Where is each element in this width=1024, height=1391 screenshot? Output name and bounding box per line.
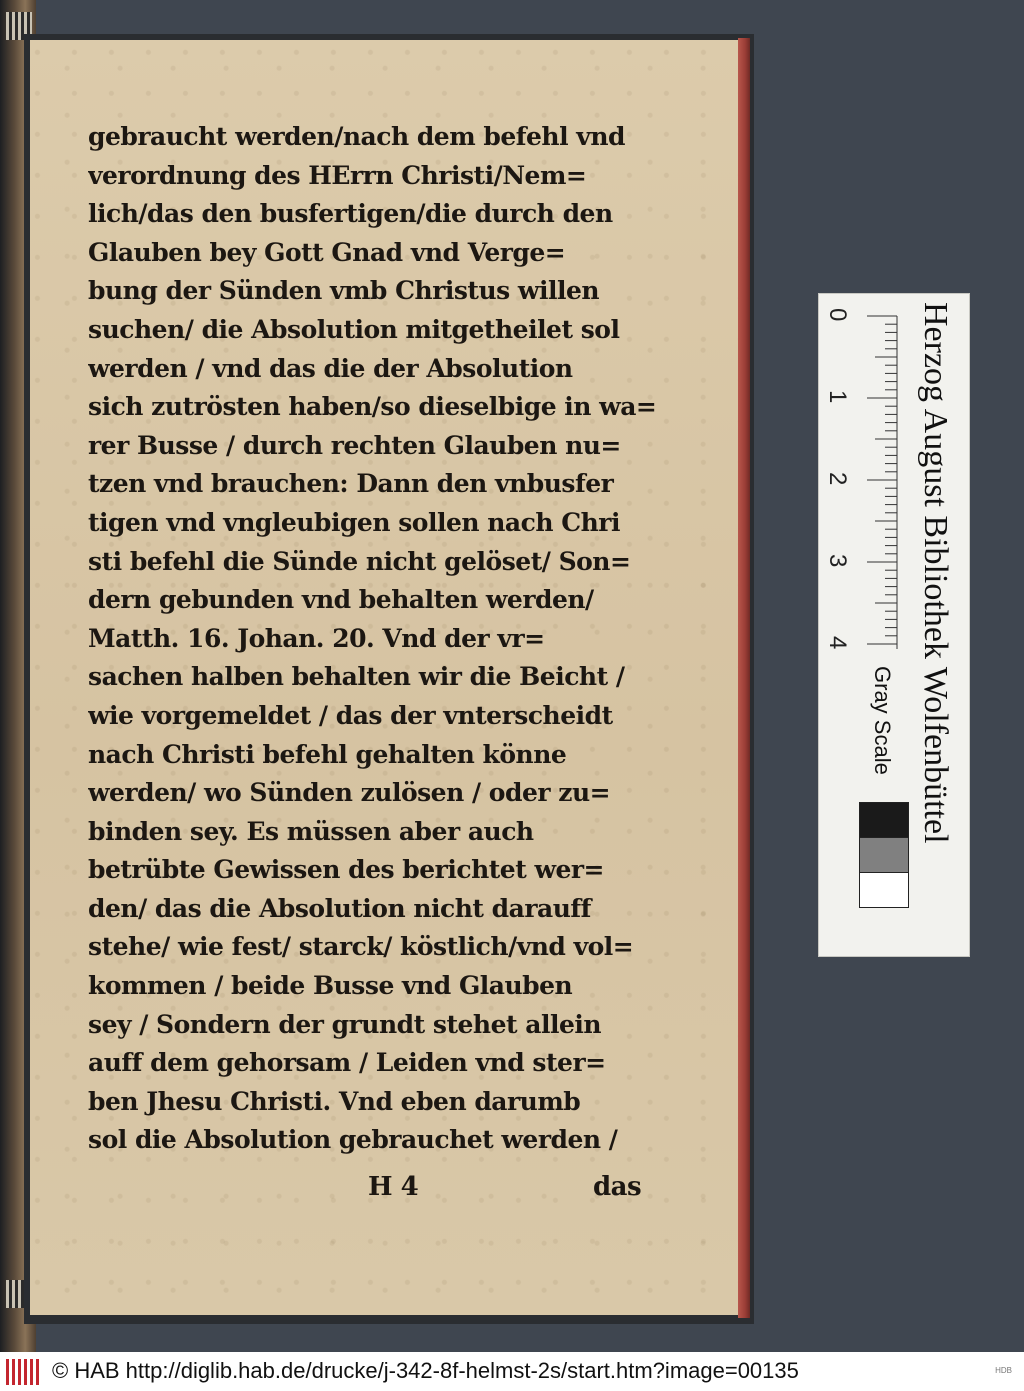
text-line: rer Busse / durch rechten Glauben nu= [88,430,621,460]
gray-scale-label: Gray Scale [870,666,895,775]
ruler-number: 0 [824,308,851,322]
footer-mark: HDB [995,1366,1012,1375]
ruler-number: 2 [824,472,851,486]
text-line: binden sey. Es müssen aber auch [88,816,534,846]
text-line: gebraucht werden/nach dem befehl vnd [88,122,625,151]
page-footer-line [88,1168,663,1208]
book-page [30,40,742,1315]
catchword: das [593,1172,642,1202]
ruler-number: 3 [824,554,851,568]
text-line: ben Jhesu Christi. Vnd eben darumb [88,1086,581,1116]
text-line: nach Christi befehl gehalten könne [88,739,567,769]
footer-bar [0,1352,1024,1391]
color-scale-ruler [818,293,970,957]
text-line: sey / Sondern der grundt stehet allein [88,1009,602,1039]
text-line: sol die Absolution gebrauchet werden / [88,1125,618,1155]
swatch-gray [859,837,909,873]
text-line: Glauben bey Gott Gnad vnd Verge= [88,237,566,267]
page-text [88,118,663,1202]
text-line: sti befehl die Sünde nicht gelöset/ Son= [88,546,631,576]
text-line: werden / vnd das die der Absolution [88,353,573,383]
text-line: verordnung des HErrn Christi/Nem= [88,160,587,190]
text-line: Matth. 16. Johan. 20. Vnd der vr= [88,623,545,653]
text-line: wie vorgemeldet / das der vnterscheidt [88,700,613,730]
text-line: suchen/ die Absolution mitgetheilet sol [88,314,620,344]
page-edge [738,38,750,1318]
swatch-black [859,802,909,838]
swatch-white [859,872,909,908]
text-line: stehe/ wie fest/ starck/ köstlich/vnd vol= [88,932,634,962]
text-line: auff dem gehorsam / Leiden vnd ster= [88,1048,606,1078]
hab-logo-icon [6,1359,42,1385]
text-line: sich zutrösten haben/so dieselbige in wa= [88,392,657,422]
text-line: tzen vnd brauchen: Dann den vnbusfer [88,469,614,499]
text-line: dern gebunden vnd behalten werden/ [88,585,594,615]
text-line: werden/ wo Sünden zulösen / oder zu= [88,778,611,808]
copyright-url[interactable]: © HAB http://diglib.hab.de/drucke/j-342-8f-helmst-2s/start.htm?image=00135 [52,1358,799,1383]
text-line: kommen / beide Busse vnd Glauben [88,971,573,1001]
text-line: betrübte Gewissen des berichtet wer= [88,855,604,885]
text-line: den/ das die Absolution nicht darauff [88,893,591,923]
ruler-number: 4 [824,636,851,650]
ruler-number: 1 [824,390,851,404]
text-line: bung der Sünden vmb Christus willen [88,276,600,306]
text-line: lich/das den busfertigen/die durch den [88,199,613,229]
text-line: tigen vnd vngleubigen sollen nach Chri [88,507,620,537]
text-line: sachen halben behalten wir die Beicht / [88,662,625,692]
signature-mark: H 4 [368,1172,419,1202]
library-brand: Herzog August Bibliothek Wolfenbüttel [917,302,954,844]
